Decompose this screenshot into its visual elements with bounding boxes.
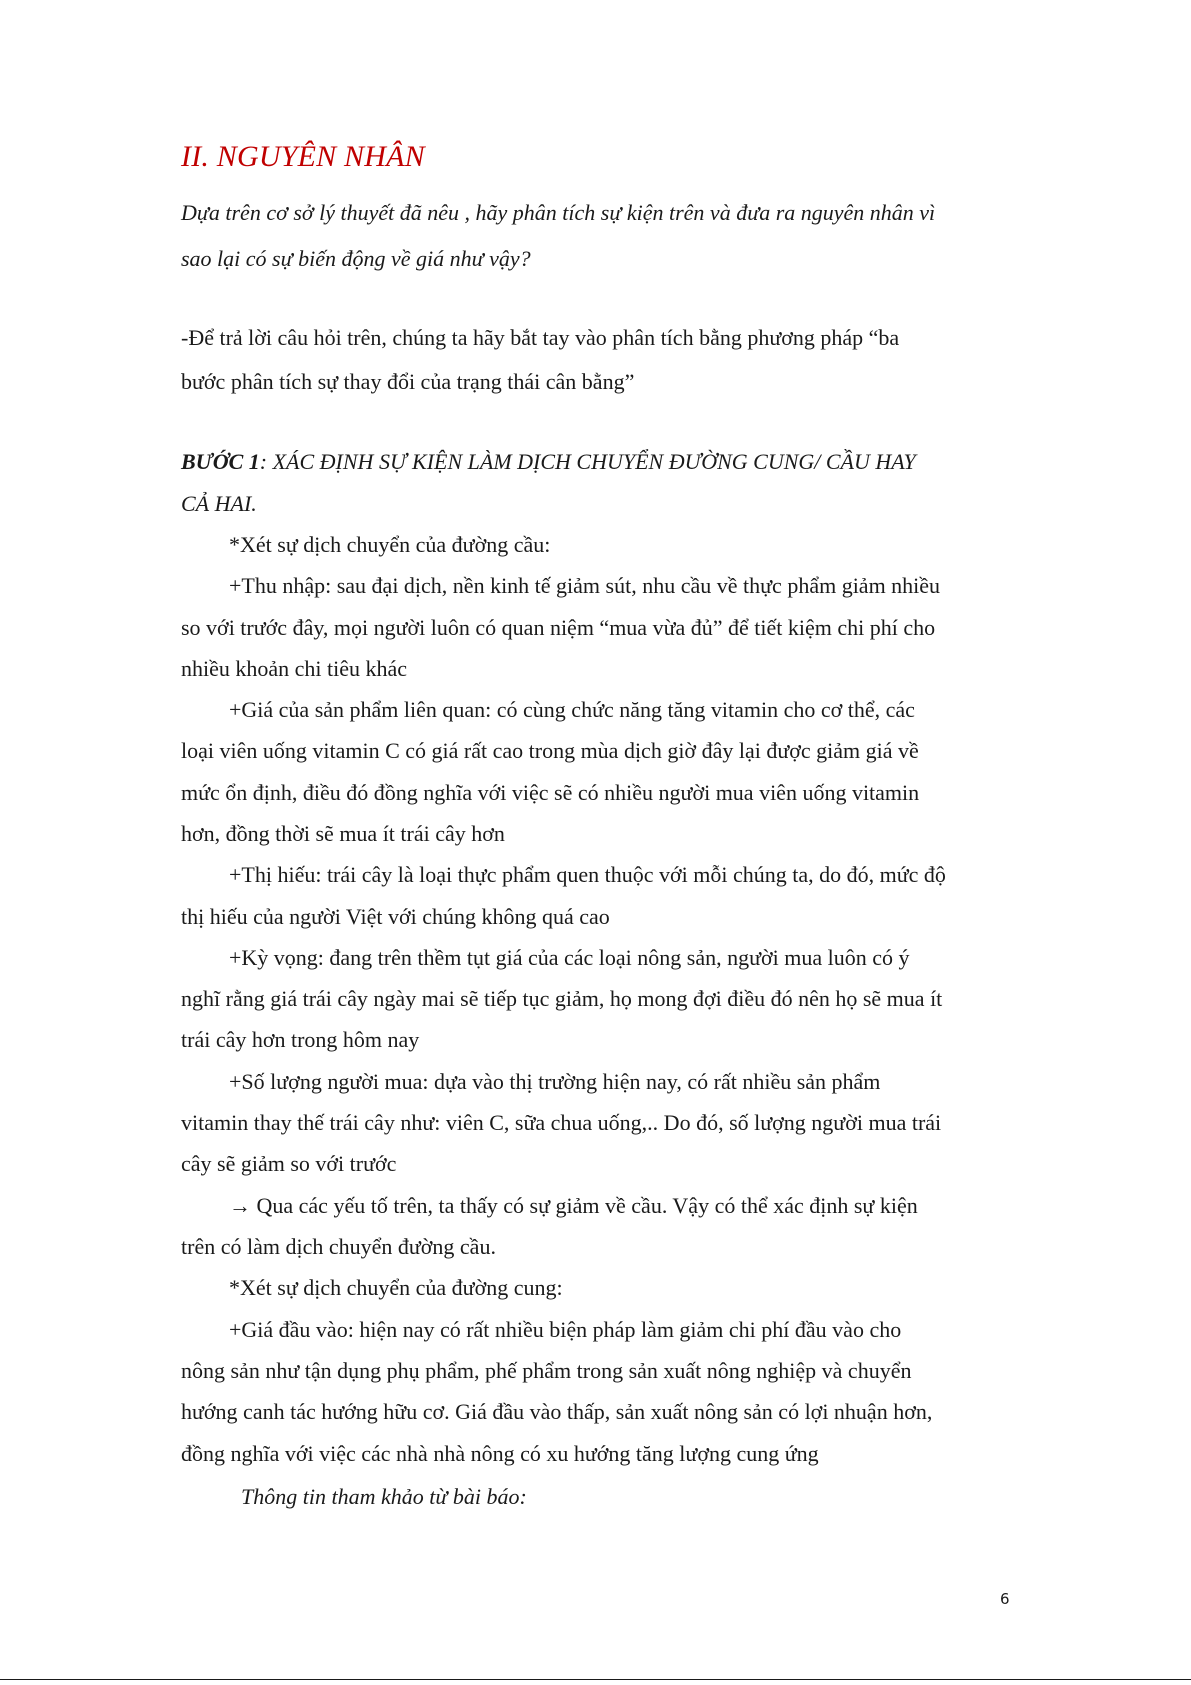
- paragraph-line: *Xét sự dịch chuyển của đường cầu:: [229, 532, 551, 557]
- paragraph-line: trên có làm dịch chuyển đường cầu.: [181, 1234, 496, 1259]
- step-label: BƯỚC 1: [181, 449, 260, 474]
- reference-note: Thông tin tham khảo từ bài báo:: [241, 1484, 527, 1509]
- paragraph-line: +Thu nhập: sau đại dịch, nền kinh tế giảm sút, nhu cầu về thực phẩm giảm nhiều: [229, 573, 941, 598]
- step-title-text: : XÁC ĐỊNH SỰ KIỆN LÀM DỊCH CHUYỂN ĐƯỜNG CUNG/ CẦU HAY: [259, 449, 916, 474]
- paragraph-line: trái cây hơn trong hôm nay: [181, 1027, 420, 1052]
- page-number: 6: [1000, 1590, 1010, 1608]
- question-line: sao lại có sự biến động về giá như vậy?: [181, 246, 531, 271]
- question-line: Dựa trên cơ sở lý thuyết đã nêu , hãy phân tích sự kiện trên và đưa ra nguyên nhân vì: [181, 200, 936, 225]
- footer-rule: [0, 1679, 1191, 1680]
- paragraph-line: hơn, đồng thời sẽ mua ít trái cây hơn: [181, 821, 505, 846]
- paragraph-line: nông sản như tận dụng phụ phẩm, phế phẩm trong sản xuất nông nghiệp và chuyển: [181, 1358, 912, 1383]
- paragraph-line: nhiều khoản chi tiêu khác: [181, 656, 408, 681]
- paragraph-line: cây sẽ giảm so với trước: [181, 1151, 397, 1176]
- paragraph-line: nghĩ rằng giá trái cây ngày mai sẽ tiếp tục giảm, họ mong đợi điều đó nên họ sẽ mua ít: [181, 986, 943, 1011]
- paragraph-line: hướng canh tác hướng hữu cơ. Giá đầu vào thấp, sản xuất nông sản có lợi nhuận hơn,: [181, 1399, 933, 1424]
- section-heading: II. NGUYÊN NHÂN: [181, 140, 425, 173]
- paragraph-line: đồng nghĩa với việc các nhà nhà nông có xu hướng tăng lượng cung ứng: [181, 1441, 819, 1466]
- paragraph-line: so với trước đây, mọi người luôn có quan niệm “mua vừa đủ” để tiết kiệm chi phí cho: [181, 615, 936, 640]
- paragraph-line: +Kỳ vọng: đang trên thềm tụt giá của các loại nông sản, người mua luôn có ý: [229, 945, 910, 970]
- step-title: [181, 448, 916, 476]
- paragraph-line: *Xét sự dịch chuyển của đường cung:: [229, 1275, 563, 1300]
- paragraph-line: → Qua các yếu tố trên, ta thấy có sự giảm về cầu. Vậy có thể xác định sự kiện: [229, 1193, 918, 1218]
- paragraph-line: +Giá đầu vào: hiện nay có rất nhiều biện pháp làm giảm chi phí đầu vào cho: [229, 1317, 902, 1342]
- paragraph-line: thị hiếu của người Việt với chúng không quá cao: [181, 904, 610, 929]
- paragraph-line: mức ổn định, điều đó đồng nghĩa với việc sẽ có nhiều người mua viên uống vitamin: [181, 780, 920, 805]
- intro-line: -Để trả lời câu hỏi trên, chúng ta hãy bắt tay vào phân tích bằng phương pháp “ba: [181, 325, 900, 350]
- paragraph-line: +Thị hiếu: trái cây là loại thực phẩm quen thuộc với mỗi chúng ta, do đó, mức độ: [229, 862, 946, 887]
- paragraph-line: +Giá của sản phẩm liên quan: có cùng chức năng tăng vitamin cho cơ thể, các: [229, 697, 915, 722]
- paragraph-line: loại viên uống vitamin C có giá rất cao trong mùa dịch giờ đây lại được giảm giá về: [181, 738, 919, 763]
- step-title-line2: CẢ HAI.: [181, 491, 257, 516]
- paragraph-line: +Số lượng người mua: dựa vào thị trường hiện nay, có rất nhiều sản phẩm: [229, 1069, 881, 1094]
- intro-line: bước phân tích sự thay đổi của trạng thái cân bằng”: [181, 369, 635, 394]
- paragraph-line: vitamin thay thế trái cây như: viên C, sữa chua uống,.. Do đó, số lượng người mua trái: [181, 1110, 942, 1135]
